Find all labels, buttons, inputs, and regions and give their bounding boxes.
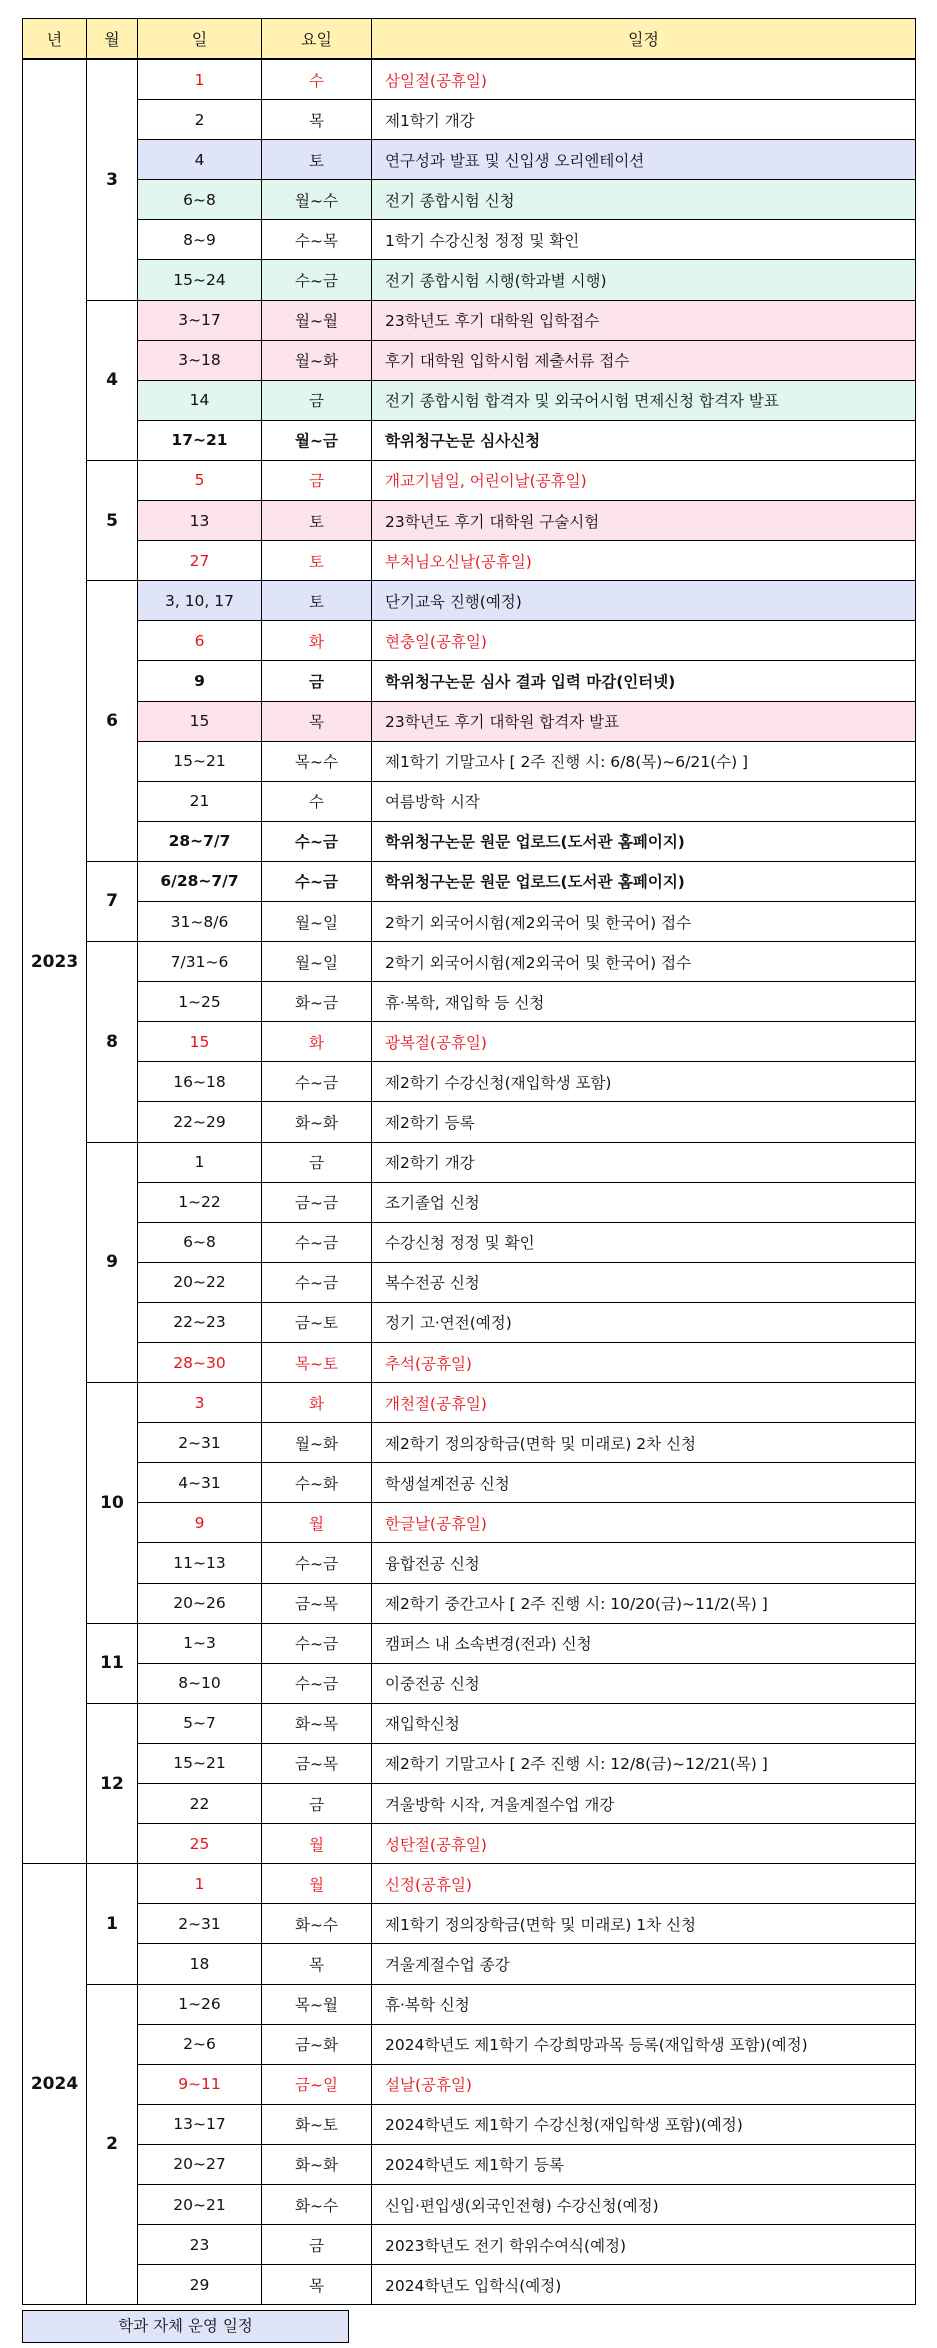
month-cell: 12	[87, 1703, 138, 1863]
table-row	[23, 982, 916, 1022]
day-cell: 2~31	[138, 1423, 262, 1463]
weekday-cell: 월	[262, 1503, 372, 1543]
day-cell: 7/31~6	[138, 942, 262, 982]
weekday-cell: 목	[262, 701, 372, 741]
table-row	[23, 220, 916, 260]
event-cell: 개천절(공휴일)	[372, 1383, 916, 1423]
day-cell: 29	[138, 2265, 262, 2305]
event-cell: 신입·편입생(외국인전형) 수강신청(예정)	[372, 2184, 916, 2224]
day-cell: 3~18	[138, 340, 262, 380]
table-row	[23, 1142, 916, 1182]
day-cell: 15~24	[138, 260, 262, 300]
month-cell: 9	[87, 1142, 138, 1383]
table-row	[23, 781, 916, 821]
table-row	[23, 661, 916, 701]
weekday-cell: 금	[262, 2225, 372, 2265]
table-row	[23, 300, 916, 340]
event-cell: 23학년도 후기 대학원 입학접수	[372, 300, 916, 340]
table-row	[23, 541, 916, 581]
day-cell: 6	[138, 621, 262, 661]
weekday-cell: 화	[262, 1022, 372, 1062]
weekday-cell: 금~화	[262, 2024, 372, 2064]
event-cell: 학위청구논문 심사 결과 입력 마감(인터넷)	[372, 661, 916, 701]
day-cell: 1	[138, 59, 262, 100]
table-row	[23, 1703, 916, 1743]
table-body	[23, 59, 916, 2305]
weekday-cell: 금~목	[262, 1743, 372, 1783]
weekday-cell: 금	[262, 661, 372, 701]
day-cell: 5	[138, 460, 262, 500]
table-row	[23, 2225, 916, 2265]
event-cell: 수강신청 정정 및 확인	[372, 1222, 916, 1262]
weekday-cell: 수	[262, 59, 372, 100]
table-row	[23, 1062, 916, 1102]
weekday-cell: 금~토	[262, 1302, 372, 1342]
event-cell: 한글날(공휴일)	[372, 1503, 916, 1543]
event-cell: 이중전공 신청	[372, 1663, 916, 1703]
weekday-cell: 월~수	[262, 180, 372, 220]
day-cell: 16~18	[138, 1062, 262, 1102]
table-row	[23, 1343, 916, 1383]
event-cell: 2023학년도 전기 학위수여식(예정)	[372, 2225, 916, 2265]
table-row	[23, 100, 916, 140]
event-cell: 제2학기 기말고사 [ 2주 진행 시: 12/8(금)~12/21(목) ]	[372, 1743, 916, 1783]
weekday-cell: 금~금	[262, 1182, 372, 1222]
weekday-cell: 월~화	[262, 340, 372, 380]
weekday-cell: 금	[262, 1784, 372, 1824]
table-row	[23, 1022, 916, 1062]
event-cell: 전기 종합시험 합격자 및 외국어시험 면제신청 합격자 발표	[372, 380, 916, 420]
weekday-cell: 수~금	[262, 1262, 372, 1302]
day-cell: 1	[138, 1864, 262, 1904]
table-row	[23, 2184, 916, 2224]
day-cell: 15	[138, 1022, 262, 1062]
day-cell: 9	[138, 661, 262, 701]
event-cell: 신정(공휴일)	[372, 1864, 916, 1904]
table-row	[23, 1743, 916, 1783]
day-cell: 14	[138, 380, 262, 420]
table-row	[23, 2064, 916, 2104]
day-cell: 21	[138, 781, 262, 821]
event-cell: 제2학기 정의장학금(면학 및 미래로) 2차 신청	[372, 1423, 916, 1463]
day-cell: 20~26	[138, 1583, 262, 1623]
event-cell: 삼일절(공휴일)	[372, 59, 916, 100]
day-cell: 17~21	[138, 420, 262, 460]
event-cell: 제2학기 중간고사 [ 2주 진행 시: 10/20(금)~11/2(목) ]	[372, 1583, 916, 1623]
event-cell: 1학기 수강신청 정정 및 확인	[372, 220, 916, 260]
weekday-cell: 수	[262, 781, 372, 821]
event-cell: 캠퍼스 내 소속변경(전과) 신청	[372, 1623, 916, 1663]
day-cell: 28~30	[138, 1343, 262, 1383]
event-cell: 제2학기 등록	[372, 1102, 916, 1142]
table-row	[23, 1864, 916, 1904]
weekday-cell: 토	[262, 140, 372, 180]
day-cell: 2	[138, 100, 262, 140]
table-row	[23, 420, 916, 460]
weekday-cell: 토	[262, 581, 372, 621]
table-row	[23, 1222, 916, 1262]
year-cell: 2024	[23, 1864, 87, 2305]
table-row	[23, 1423, 916, 1463]
table-row	[23, 260, 916, 300]
day-cell: 15	[138, 701, 262, 741]
table-row	[23, 581, 916, 621]
month-cell: 10	[87, 1383, 138, 1624]
event-cell: 제2학기 수강신청(재입학생 포함)	[372, 1062, 916, 1102]
month-cell: 4	[87, 300, 138, 460]
event-cell: 학생설계전공 신청	[372, 1463, 916, 1503]
table-row	[23, 942, 916, 982]
table-row	[23, 1262, 916, 1302]
month-cell: 1	[87, 1864, 138, 1984]
event-cell: 여름방학 시작	[372, 781, 916, 821]
weekday-cell: 목	[262, 2265, 372, 2305]
table-row	[23, 1102, 916, 1142]
day-cell: 1	[138, 1142, 262, 1182]
day-cell: 3	[138, 1383, 262, 1423]
weekday-cell: 화~수	[262, 1904, 372, 1944]
table-row	[23, 1623, 916, 1663]
weekday-cell: 목	[262, 1944, 372, 1984]
table-row	[23, 1984, 916, 2024]
day-cell: 15~21	[138, 741, 262, 781]
event-cell: 2학기 외국어시험(제2외국어 및 한국어) 접수	[372, 901, 916, 941]
weekday-cell: 수~화	[262, 1463, 372, 1503]
header-day: 일	[138, 19, 262, 60]
day-cell: 6~8	[138, 1222, 262, 1262]
weekday-cell: 수~금	[262, 1062, 372, 1102]
weekday-cell: 목	[262, 100, 372, 140]
day-cell: 4	[138, 140, 262, 180]
weekday-cell: 수~금	[262, 861, 372, 901]
table-row	[23, 1383, 916, 1423]
weekday-cell: 화~목	[262, 1703, 372, 1743]
event-cell: 추석(공휴일)	[372, 1343, 916, 1383]
weekday-cell: 금~목	[262, 1583, 372, 1623]
weekday-cell: 금~일	[262, 2064, 372, 2104]
day-cell: 2~31	[138, 1904, 262, 1944]
month-cell: 3	[87, 59, 138, 300]
day-cell: 20~22	[138, 1262, 262, 1302]
event-cell: 단기교육 진행(예정)	[372, 581, 916, 621]
day-cell: 25	[138, 1824, 262, 1864]
month-cell: 11	[87, 1623, 138, 1703]
event-cell: 개교기념일, 어린이날(공휴일)	[372, 460, 916, 500]
weekday-cell: 수~목	[262, 220, 372, 260]
table-row	[23, 901, 916, 941]
header-weekday: 요일	[262, 19, 372, 60]
day-cell: 15~21	[138, 1743, 262, 1783]
event-cell: 정기 고·연전(예정)	[372, 1302, 916, 1342]
weekday-cell: 수~금	[262, 821, 372, 861]
weekday-cell: 월	[262, 1864, 372, 1904]
day-cell: 31~8/6	[138, 901, 262, 941]
day-cell: 28~7/7	[138, 821, 262, 861]
header-event: 일정	[372, 19, 916, 60]
weekday-cell: 월~화	[262, 1423, 372, 1463]
table-row	[23, 180, 916, 220]
day-cell: 3~17	[138, 300, 262, 340]
event-cell: 제1학기 정의장학금(면학 및 미래로) 1차 신청	[372, 1904, 916, 1944]
table-row	[23, 460, 916, 500]
weekday-cell: 화	[262, 621, 372, 661]
header-month: 월	[87, 19, 138, 60]
day-cell: 3, 10, 17	[138, 581, 262, 621]
academic-calendar-table	[22, 18, 916, 2305]
table-header	[23, 19, 916, 60]
event-cell: 전기 종합시험 신청	[372, 180, 916, 220]
day-cell: 20~27	[138, 2144, 262, 2184]
day-cell: 20~21	[138, 2184, 262, 2224]
day-cell: 5~7	[138, 1703, 262, 1743]
month-cell: 7	[87, 861, 138, 941]
event-cell: 2024학년도 제1학기 수강희망과목 등록(재입학생 포함)(예정)	[372, 2024, 916, 2064]
weekday-cell: 월	[262, 1824, 372, 1864]
weekday-cell: 토	[262, 501, 372, 541]
event-cell: 설날(공휴일)	[372, 2064, 916, 2104]
table-row	[23, 501, 916, 541]
weekday-cell: 금	[262, 1142, 372, 1182]
weekday-cell: 화~수	[262, 2184, 372, 2224]
event-cell: 학위청구논문 원문 업로드(도서관 홈페이지)	[372, 821, 916, 861]
event-cell: 2024학년도 입학식(예정)	[372, 2265, 916, 2305]
weekday-cell: 목~수	[262, 741, 372, 781]
day-cell: 1~3	[138, 1623, 262, 1663]
table-row	[23, 701, 916, 741]
weekday-cell: 금	[262, 380, 372, 420]
event-cell: 성탄절(공휴일)	[372, 1824, 916, 1864]
day-cell: 13~17	[138, 2104, 262, 2144]
event-cell: 조기졸업 신청	[372, 1182, 916, 1222]
event-cell: 2024학년도 제1학기 등록	[372, 2144, 916, 2184]
table-row	[23, 1784, 916, 1824]
event-cell: 겨울방학 시작, 겨울계절수업 개강	[372, 1784, 916, 1824]
day-cell: 6~8	[138, 180, 262, 220]
event-cell: 제1학기 개강	[372, 100, 916, 140]
day-cell: 4~31	[138, 1463, 262, 1503]
day-cell: 11~13	[138, 1543, 262, 1583]
weekday-cell: 목~토	[262, 1343, 372, 1383]
table-row	[23, 2265, 916, 2305]
table-row	[23, 340, 916, 380]
table-row	[23, 1543, 916, 1583]
event-cell: 겨울계절수업 종강	[372, 1944, 916, 1984]
table-row	[23, 2144, 916, 2184]
weekday-cell: 화~화	[262, 1102, 372, 1142]
table-row	[23, 1302, 916, 1342]
event-cell: 학위청구논문 심사신청	[372, 420, 916, 460]
event-cell: 재입학신청	[372, 1703, 916, 1743]
table-row	[23, 380, 916, 420]
event-cell: 학위청구논문 원문 업로드(도서관 홈페이지)	[372, 861, 916, 901]
event-cell: 융합전공 신청	[372, 1543, 916, 1583]
event-cell: 휴·복학, 재입학 등 신청	[372, 982, 916, 1022]
event-cell: 2학기 외국어시험(제2외국어 및 한국어) 접수	[372, 942, 916, 982]
day-cell: 1~22	[138, 1182, 262, 1222]
table-row	[23, 2104, 916, 2144]
table-row	[23, 1583, 916, 1623]
weekday-cell: 화~금	[262, 982, 372, 1022]
table-row	[23, 741, 916, 781]
table-row	[23, 861, 916, 901]
day-cell: 9~11	[138, 2064, 262, 2104]
event-cell: 현충일(공휴일)	[372, 621, 916, 661]
day-cell: 22	[138, 1784, 262, 1824]
table-row	[23, 621, 916, 661]
day-cell: 13	[138, 501, 262, 541]
weekday-cell: 월~일	[262, 942, 372, 982]
day-cell: 8~9	[138, 220, 262, 260]
weekday-cell: 수~금	[262, 1663, 372, 1703]
event-cell: 부처님오신날(공휴일)	[372, 541, 916, 581]
event-cell: 제1학기 기말고사 [ 2주 진행 시: 6/8(목)~6/21(수) ]	[372, 741, 916, 781]
event-cell: 휴·복학 신청	[372, 1984, 916, 2024]
weekday-cell: 월~금	[262, 420, 372, 460]
event-cell: 광복절(공휴일)	[372, 1022, 916, 1062]
year-cell: 2023	[23, 59, 87, 1864]
event-cell: 후기 대학원 입학시험 제출서류 접수	[372, 340, 916, 380]
table-row	[23, 1463, 916, 1503]
weekday-cell: 화	[262, 1383, 372, 1423]
weekday-cell: 수~금	[262, 1543, 372, 1583]
event-cell: 전기 종합시험 시행(학과별 시행)	[372, 260, 916, 300]
weekday-cell: 목~월	[262, 1984, 372, 2024]
header-year: 년	[23, 19, 87, 60]
event-cell: 23학년도 후기 대학원 합격자 발표	[372, 701, 916, 741]
table-row	[23, 140, 916, 180]
day-cell: 2~6	[138, 2024, 262, 2064]
month-cell: 5	[87, 460, 138, 580]
weekday-cell: 수~금	[262, 1623, 372, 1663]
event-cell: 제2학기 개강	[372, 1142, 916, 1182]
table-row	[23, 1904, 916, 1944]
event-cell: 연구성과 발표 및 신입생 오리엔테이션	[372, 140, 916, 180]
weekday-cell: 금	[262, 460, 372, 500]
event-cell: 복수전공 신청	[372, 1262, 916, 1302]
day-cell: 1~25	[138, 982, 262, 1022]
month-cell: 6	[87, 581, 138, 862]
day-cell: 22~23	[138, 1302, 262, 1342]
table-row	[23, 1944, 916, 1984]
table-row	[23, 2024, 916, 2064]
day-cell: 23	[138, 2225, 262, 2265]
weekday-cell: 화~토	[262, 2104, 372, 2144]
weekday-cell: 화~화	[262, 2144, 372, 2184]
day-cell: 6/28~7/7	[138, 861, 262, 901]
weekday-cell: 수~금	[262, 260, 372, 300]
table-row	[23, 1663, 916, 1703]
day-cell: 27	[138, 541, 262, 581]
table-row	[23, 1824, 916, 1864]
month-cell: 8	[87, 942, 138, 1142]
table-row	[23, 59, 916, 100]
event-cell: 2024학년도 제1학기 수강신청(재입학생 포함)(예정)	[372, 2104, 916, 2144]
day-cell: 8~10	[138, 1663, 262, 1703]
weekday-cell: 토	[262, 541, 372, 581]
event-cell: 23학년도 후기 대학원 구술시험	[372, 501, 916, 541]
table-row	[23, 1182, 916, 1222]
day-cell: 1~26	[138, 1984, 262, 2024]
day-cell: 9	[138, 1503, 262, 1543]
day-cell: 18	[138, 1944, 262, 1984]
weekday-cell: 월~월	[262, 300, 372, 340]
table-row	[23, 1503, 916, 1543]
month-cell: 2	[87, 1984, 138, 2305]
legend-department-schedule: 학과 자체 운영 일정	[22, 2310, 349, 2343]
table-row	[23, 821, 916, 861]
weekday-cell: 월~일	[262, 901, 372, 941]
weekday-cell: 수~금	[262, 1222, 372, 1262]
day-cell: 22~29	[138, 1102, 262, 1142]
